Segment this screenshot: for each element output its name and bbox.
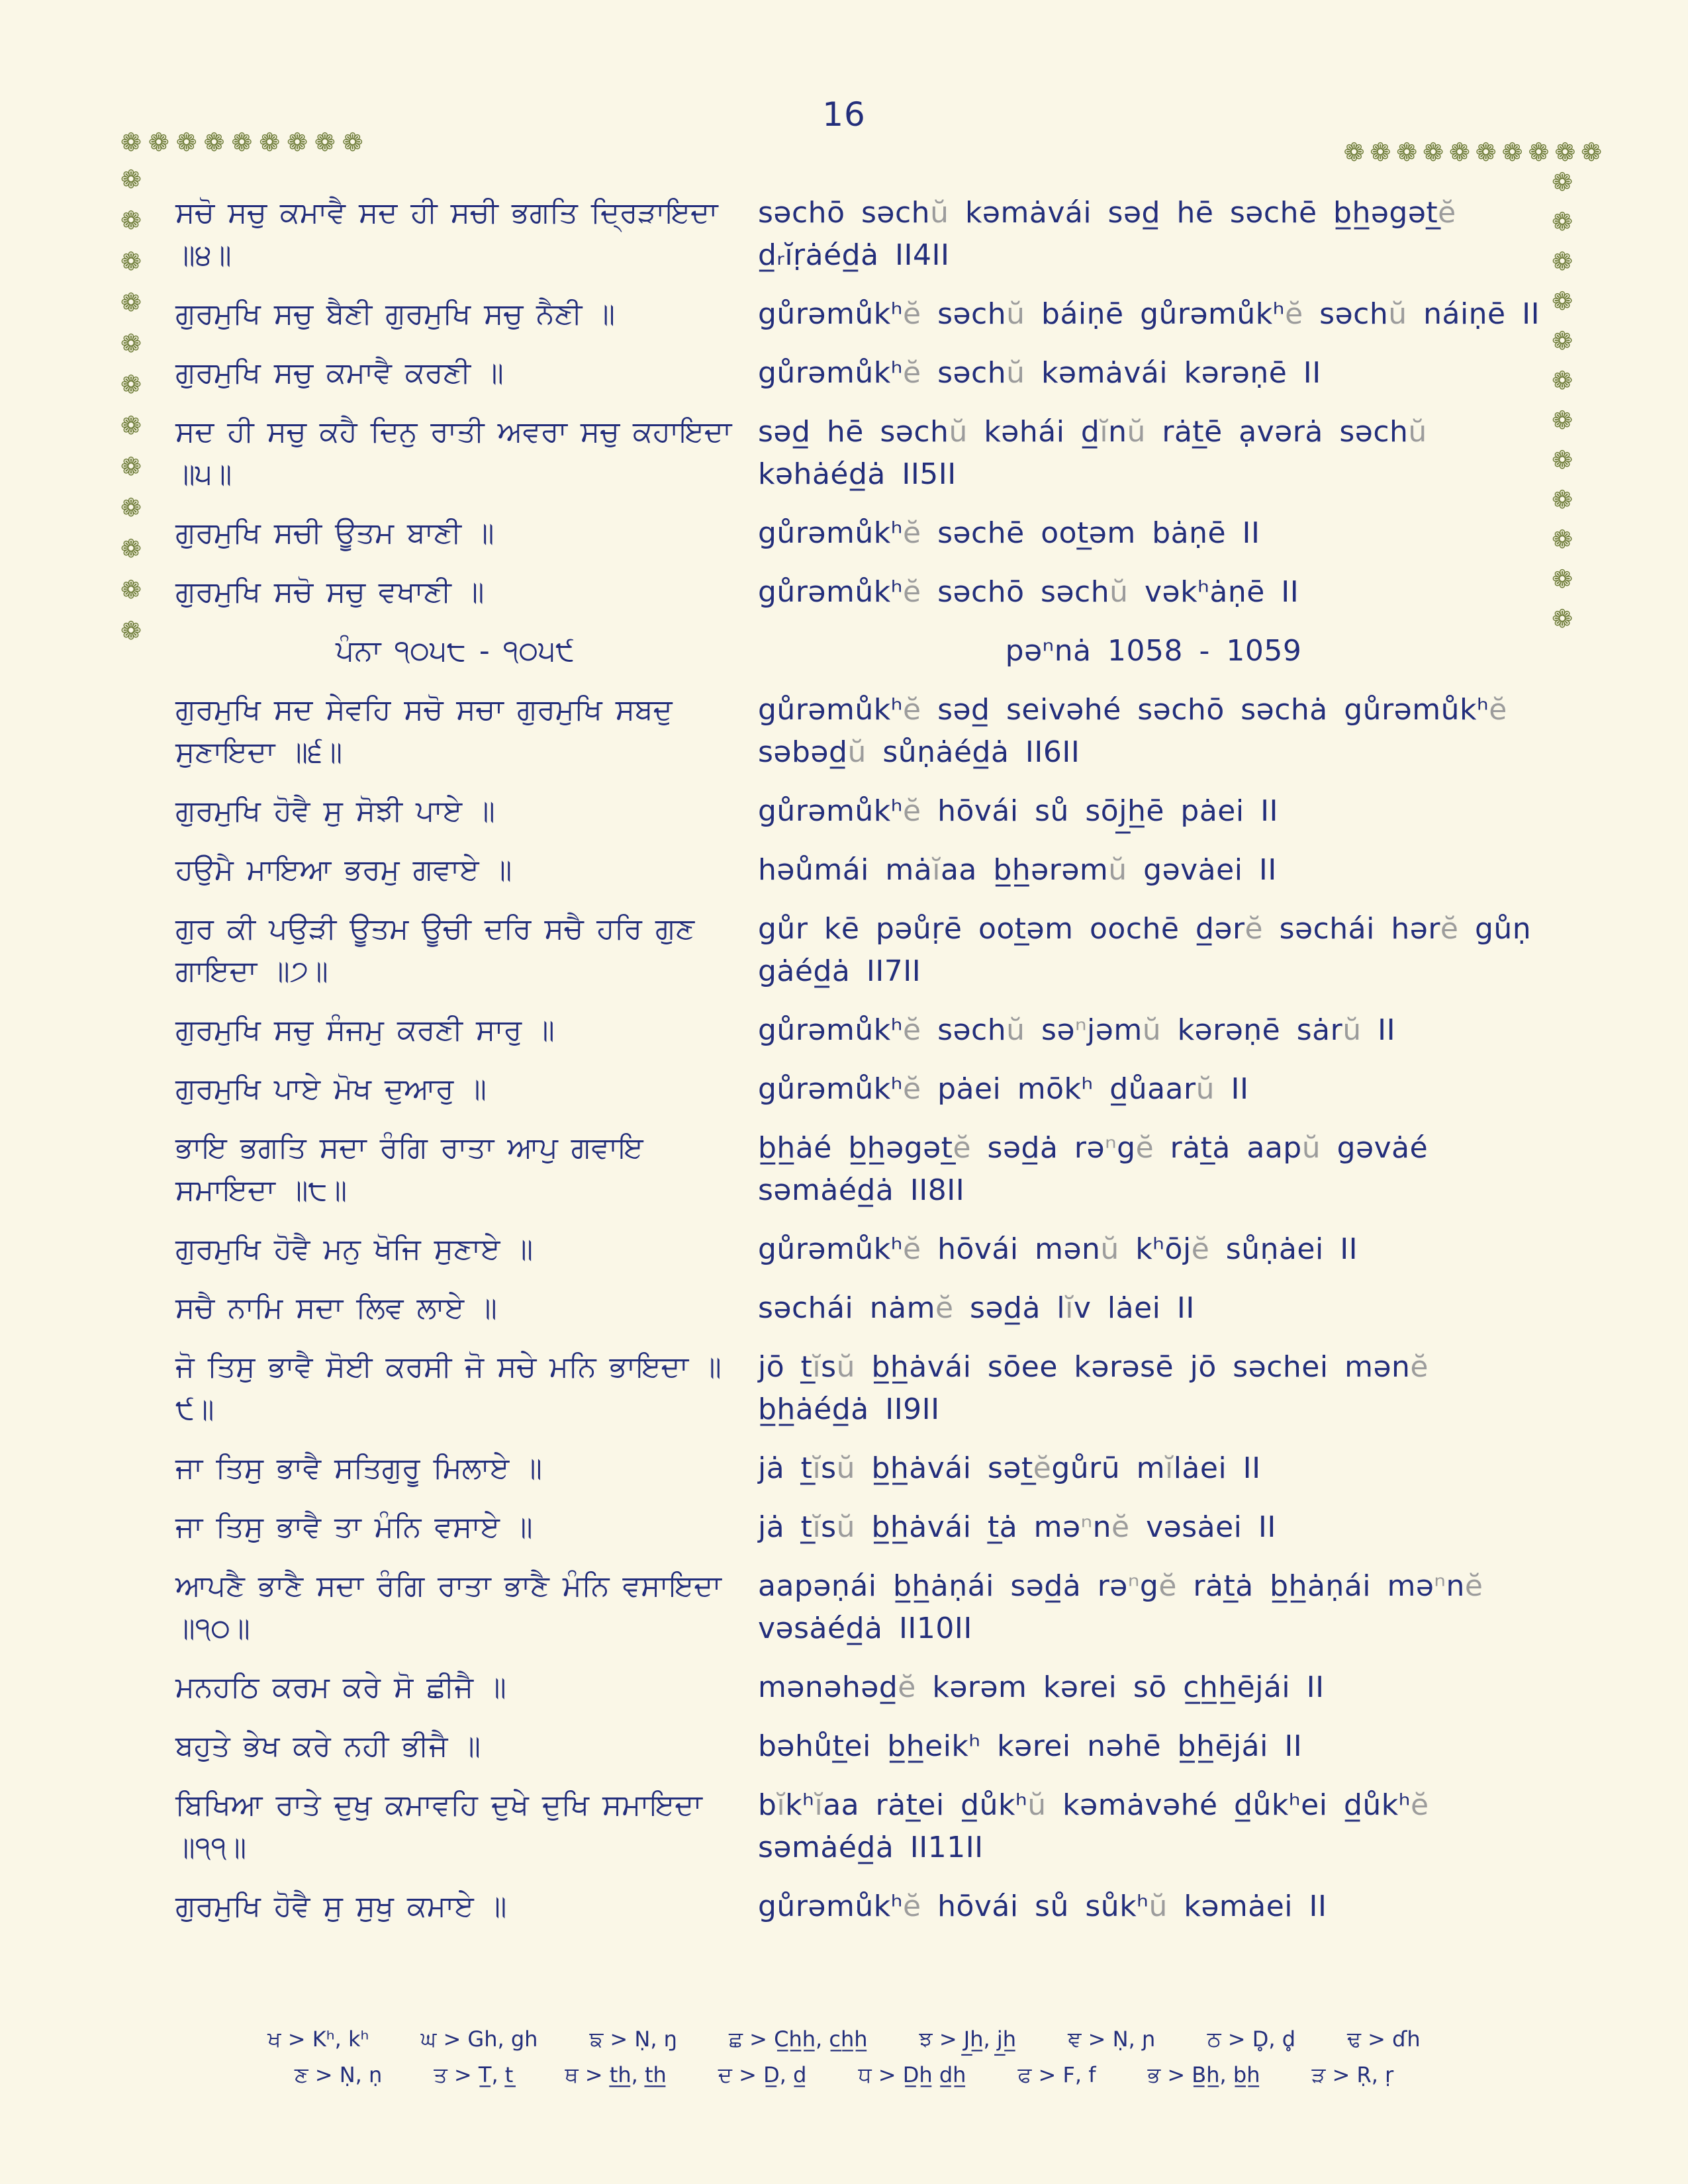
translit-segment: s [821, 1510, 837, 1544]
translit-segment: pȧei mōkʰ d̲ůaar [921, 1072, 1196, 1106]
translit-segment: aapəṇái b̲h̲ȧṇái səd̲ȧ rə [758, 1569, 1128, 1603]
gurmukhi-text: ਪੰਨਾ ੧੦੫੮ - ੧੦੫੯ [336, 634, 575, 668]
legend-item: ਢ > ɗh [1347, 2026, 1421, 2052]
translit-segment: g [1117, 1131, 1136, 1165]
transliteration-text [758, 1886, 1549, 1928]
gurmukhi-text: ਸਚੋ ਸਚੁ ਕਮਾਵੈ ਸਦ ਹੀ ਸਚੀ ਭਗਤਿ ਦ੍ਰਿੜਾਇਦਾ ॥੪॥ [175, 196, 718, 272]
legend-item: ਤ > T̲, t̲ [434, 2062, 514, 2088]
translit-segment: səch [921, 297, 1007, 331]
translit-segment: ĕ [903, 297, 921, 331]
translit-segment: ⁿ [1434, 1569, 1446, 1603]
gurmukhi-text: ਆਪਣੈ ਭਾਣੈ ਸਦਾ ਰੰਗਿ ਰਾਤਾ ਭਾਣੈ ਮੰਨਿ ਵਸਾਇਦਾ ॥੧੦॥ [175, 1569, 722, 1645]
translit-segment: sə [1025, 1013, 1076, 1047]
flower-icon: ❁ [120, 411, 142, 440]
transliteration-text [758, 1228, 1549, 1271]
gurmukhi-text: ਭਾਇ ਭਗਤਿ ਸਦਾ ਰੰਗਿ ਰਾਤਾ ਆਪੁ ਗਵਾਇ ਸਮਾਇਦਾ ॥੮॥ [175, 1131, 643, 1207]
verse-row [175, 1127, 1549, 1212]
flower-icon: ❁ [1552, 445, 1573, 475]
translit-segment: ĕ [1158, 1569, 1177, 1603]
gurmukhi-text: ਸਚੈ ਨਾਮਿ ਸਦਾ ਲਿਵ ਲਾਏ ॥ [175, 1291, 497, 1325]
legend-item: ਛ > C̲h̲h̲, c̲h̲h̲ [728, 2026, 868, 2052]
translit-segment: ĕ [1438, 196, 1456, 230]
translit-segment: ĕ [903, 1889, 921, 1923]
verse-row [175, 689, 1549, 774]
transliteration-text [758, 689, 1549, 774]
gurmukhi-text: ਗੁਰਮੁਖਿ ਸਚੁ ਸੰਜਮੁ ਕਰਣੀ ਸਾਰੁ ॥ [175, 1013, 555, 1047]
verse-row [175, 293, 1549, 336]
transliteration-text [758, 1725, 1549, 1768]
translit-segment: hōvái sů sōj̲h̲ē pȧei II [921, 794, 1279, 828]
transliteration-text [758, 192, 1549, 277]
legend-item: ੜ > Ṛ, ṛ [1311, 2062, 1394, 2088]
flower-icon: ❁ [1396, 138, 1418, 167]
flower-icon: ❁ [1475, 138, 1497, 167]
verse-row [175, 1287, 1549, 1330]
translit-segment: gůrū m [1051, 1451, 1165, 1485]
flower-icon: ❁ [1552, 167, 1573, 197]
transliteration-text [758, 571, 1549, 614]
transliteration-text [758, 1068, 1549, 1111]
verse-list [175, 192, 1549, 1944]
translit-segment: b̲h̲ȧé b̲h̲əgət̲ [758, 1131, 953, 1165]
translit-segment: vəsȧei II [1129, 1510, 1276, 1544]
verse-row [175, 1009, 1549, 1052]
translit-segment: báiṇē gůrəmůkʰ [1025, 297, 1286, 331]
translit-segment: jȧ t̲ [758, 1510, 813, 1544]
translit-segment: ŭ [1109, 575, 1129, 609]
legend-item: ਝ > J̲h̲, j̲h̲ [919, 2026, 1017, 2052]
translit-segment: b̲h̲ȧvái sət̲ [855, 1451, 1033, 1485]
flower-icon: ❁ [1528, 138, 1550, 167]
legend-item: ਫ > F, f [1017, 2062, 1096, 2088]
translit-segment: səchē oot̲əm bȧṇē II [921, 516, 1260, 550]
translit-segment: b̲h̲ȧéd̲ȧ II9II [758, 1392, 940, 1426]
translit-segment: ŭ [847, 735, 867, 769]
translit-segment: ĕ [1440, 912, 1459, 946]
translit-segment: ĕ [903, 356, 921, 390]
translit-segment: ĕ [1464, 1569, 1483, 1603]
translit-segment: gůrəmůkʰ [758, 1013, 903, 1047]
translit-segment: gůrəmůkʰ [758, 1232, 903, 1266]
gurmukhi-text: ਗੁਰਮੁਖਿ ਪਾਏ ਮੋਖ ਦੁਆਰੁ ॥ [175, 1072, 487, 1106]
translit-segment: səchō səch [758, 196, 931, 230]
verse-row [175, 1346, 1549, 1431]
translit-segment: ĭ [1100, 415, 1109, 449]
translit-segment: ŭ [1027, 1788, 1047, 1822]
transliteration-text [758, 293, 1549, 336]
translit-segment: ŭ [1006, 356, 1025, 390]
gurmukhi-text: ਜਾ ਤਿਸੁ ਭਾਵੈ ਤਾ ਮੰਨਿ ਵਸਾਏ ॥ [175, 1510, 533, 1544]
flower-icon: ❁ [1552, 247, 1573, 276]
legend-item: ਥ > t̲h̲, t̲h̲ [565, 2062, 667, 2088]
legend-item: ਠ > D̥, d̥ [1207, 2026, 1296, 2052]
translit-segment: gůrəmůkʰ [758, 794, 903, 828]
flower-icon: ❁ [120, 288, 142, 317]
page-number: 16 [822, 95, 866, 134]
flower-icon: ❁ [1448, 138, 1470, 167]
legend-item: ਦ > D̲, d̲ [718, 2062, 807, 2088]
gurmukhi-text: ਹਉਮੈ ਮਾਇਆ ਭਰਮੁ ਗਵਾਏ ॥ [175, 853, 512, 887]
transliteration-text [758, 411, 1549, 496]
translit-segment: kərəṇē sȧr [1161, 1013, 1343, 1047]
translit-segment: səch [921, 356, 1007, 390]
flower-icon: ❁ [1552, 565, 1573, 594]
translit-segment: gůrəmůkʰ [758, 356, 903, 390]
transliteration-text [758, 908, 1549, 993]
translit-segment: səmȧéd̲ȧ II11II [758, 1831, 984, 1864]
verse-row [175, 1565, 1549, 1650]
gurmukhi-text: ਗੁਰਮੁਖਿ ਸਚੀ ਊਤਮ ਬਾਣੀ ॥ [175, 516, 494, 550]
transliteration-text [758, 352, 1549, 394]
translit-segment: gəvȧei II [1127, 853, 1277, 887]
flower-icon: ❁ [1581, 138, 1602, 167]
legend-item: ਧ > D̲h̲ d̲h̲ [858, 2062, 966, 2088]
flower-border-left [120, 167, 142, 643]
verse-row [175, 352, 1549, 394]
translit-segment: pəⁿnȧ 1058 - 1059 [1005, 634, 1302, 668]
gurmukhi-text: ਸਦ ਹੀ ਸਚੁ ਕਹੈ ਦਿਨੁ ਰਾਤੀ ਅਵਰਾ ਸਚੁ ਕਹਾਇਦਾ ॥੫॥ [175, 415, 732, 491]
flower-icon: ❁ [203, 128, 225, 157]
translit-segment: səchái nȧm [758, 1291, 935, 1325]
translit-segment: sůṇȧéd̲ȧ II6II [866, 735, 1080, 769]
transliteration-text [758, 849, 1549, 891]
translit-segment: ĭ [1164, 1451, 1174, 1485]
translit-segment: vəkʰȧṇē II [1128, 575, 1299, 609]
translit-segment: aa rȧt̲ei d̲ůkʰ [823, 1788, 1028, 1822]
translit-segment: ŭ [930, 196, 949, 230]
transliteration-text [758, 512, 1549, 555]
gurmukhi-text: ਜਾ ਤਿਸੁ ਭਾਵੈ ਸਤਿਗੁਰੂ ਮਿਲਾਏ ॥ [175, 1451, 542, 1485]
translit-segment: ⁿ [1105, 1131, 1117, 1165]
translit-segment: jəm [1087, 1013, 1143, 1047]
translit-segment: kəmȧvəhé d̲ůkʰei d̲ůkʰ [1046, 1788, 1411, 1822]
translit-segment: gůrəmůkʰ [758, 516, 903, 550]
gurmukhi-text: ਗੁਰਮੁਖਿ ਹੋਵੈ ਮਨੁ ਖੋਜਿ ਸੁਣਾਏ ॥ [175, 1232, 534, 1266]
translit-segment: ĕ [1135, 1131, 1154, 1165]
flower-icon: ❁ [1552, 287, 1573, 316]
translit-segment: ĕ [903, 516, 921, 550]
flower-icon: ❁ [287, 128, 308, 157]
flower-icon: ❁ [1423, 138, 1444, 167]
legend-item: ਞ > Ṇ, ɲ [1068, 2026, 1156, 2052]
flower-icon: ❁ [1552, 406, 1573, 435]
translit-segment: kərəm kərei sō c̲h̲h̲ējái II [915, 1670, 1325, 1704]
gurmukhi-text: ਗੁਰਮੁਖਿ ਹੋਵੈ ਸੁ ਸੋਝੀ ਪਾਏ ॥ [175, 794, 495, 828]
translit-segment: rȧt̲ē ạvərȧ səch [1145, 415, 1409, 449]
gurmukhi-text: ਬਿਖਿਆ ਰਾਤੇ ਦੁਖੁ ਕਮਾਵਹਿ ਦੁਖੇ ਦੁਖਿ ਸਮਾਇਦਾ ॥੧੧॥ [175, 1788, 702, 1864]
translit-segment: ĭ [932, 853, 941, 887]
verse-row [175, 790, 1549, 833]
legend [0, 2026, 1688, 2088]
translit-segment: ĭ [812, 1451, 821, 1485]
flower-icon: ❁ [120, 493, 142, 522]
translit-segment: ĭ [812, 1510, 821, 1544]
flower-icon: ❁ [120, 616, 142, 645]
translit-segment: gůrəmůkʰ [758, 1889, 903, 1923]
translit-segment: II [1215, 1072, 1249, 1106]
translit-segment: gůṇ gȧéd̲ȧ II7II [758, 912, 1532, 988]
translit-segment: kəmȧvái kərəṇē II [1025, 356, 1321, 390]
flower-icon: ❁ [1552, 485, 1573, 514]
translit-segment: kʰ [785, 1788, 815, 1822]
verse-row [175, 1886, 1549, 1928]
translit-segment: ŭ [949, 415, 968, 449]
flower-icon: ❁ [1554, 138, 1576, 167]
translit-segment: səch [921, 1013, 1007, 1047]
translit-segment: gůrəmůkʰ [758, 575, 903, 609]
translit-segment: náiṇē II [1407, 297, 1540, 331]
translit-segment: ⁿ [1127, 1569, 1140, 1603]
translit-segment: ĕ [903, 693, 921, 727]
translit-segment: vəsȧéd̲ȧ II10II [758, 1612, 972, 1645]
flower-icon: ❁ [120, 534, 142, 563]
flower-icon: ❁ [1552, 604, 1573, 633]
verse-row [175, 630, 1549, 672]
flower-icon: ❁ [1552, 326, 1573, 355]
legend-item: ਭ > B̲h̲, b̲h̲ [1147, 2062, 1260, 2088]
translit-segment: ŭ [836, 1451, 855, 1485]
verse-row [175, 512, 1549, 555]
translit-segment: ŭ [1006, 1013, 1025, 1047]
translit-segment: jȧ t̲ [758, 1451, 813, 1485]
translit-segment: ŭ [1408, 415, 1427, 449]
translit-segment: ŭ [1149, 1889, 1168, 1923]
translit-segment: səchō səch [921, 575, 1110, 609]
translit-segment: ĭ [776, 1788, 786, 1822]
gurmukhi-text: ਗੁਰ ਕੀ ਪਉੜੀ ਊਤਮ ਊਚੀ ਦਰਿ ਸਚੈ ਹਰਿ ਗੁਣ ਗਾਇਦਾ ॥੭॥ [175, 912, 695, 988]
translit-segment: aa b̲h̲ərəm [940, 853, 1109, 887]
transliteration-text [758, 790, 1549, 833]
translit-segment: d̲ᵣĭṛȧéd̲ȧ II4II [758, 238, 950, 272]
translit-segment: n [1108, 415, 1127, 449]
translit-segment: ĕ [898, 1670, 916, 1704]
flower-border-top-right [1344, 140, 1602, 165]
gurmukhi-text: ਗੁਰਮੁਖਿ ਹੋਵੈ ਸੁ ਸੁਖੁ ਕਮਾਏ ॥ [175, 1889, 507, 1923]
translit-segment: səch [1303, 297, 1389, 331]
translit-segment: ĕ [903, 794, 921, 828]
flower-icon: ❁ [1552, 525, 1573, 554]
translit-segment: hōvái mən [921, 1232, 1101, 1266]
translit-segment: v lȧei II [1073, 1291, 1195, 1325]
translit-segment: ĕ [953, 1131, 972, 1165]
verse-row [175, 1666, 1549, 1709]
transliteration-text [758, 630, 1549, 672]
flower-icon: ❁ [1370, 138, 1391, 167]
flower-icon: ❁ [120, 165, 142, 194]
verse-row [175, 1506, 1549, 1549]
translit-segment: ĕ [1244, 912, 1264, 946]
translit-segment: ĕ [1191, 1232, 1210, 1266]
translit-segment: həůmái mȧ [758, 853, 933, 887]
transliteration-text [758, 1666, 1549, 1709]
legend-row [0, 2062, 1688, 2087]
gurmukhi-text: ਬਹੁਤੇ ਭੇਖ ਕਰੇ ਨਹੀ ਭੀਜੈ ॥ [175, 1729, 481, 1763]
translit-segment: b̲h̲ȧvái sōee kərəsē jō səchei mən [855, 1350, 1411, 1384]
translit-segment: kəmȧvái səd̲ hē səchē b̲h̲əgət̲ [949, 196, 1438, 230]
translit-segment: g [1139, 1569, 1159, 1603]
translit-segment: gůrəmůkʰ [758, 1072, 903, 1106]
translit-segment: s [821, 1451, 837, 1485]
translit-segment: ⁿ [1080, 1510, 1093, 1544]
translit-segment: sůṇȧei II [1209, 1232, 1358, 1266]
translit-segment: ĭ [814, 1788, 823, 1822]
translit-segment: lȧei II [1173, 1451, 1261, 1485]
translit-segment: ĕ [1033, 1451, 1052, 1485]
translit-segment: ŭ [1142, 1013, 1162, 1047]
translit-segment: ŭ [836, 1510, 855, 1544]
translit-segment: ŭ [1301, 1131, 1321, 1165]
translit-segment: ĕ [903, 575, 921, 609]
translit-segment: b [758, 1788, 777, 1822]
translit-segment: hōvái sů sůkʰ [921, 1889, 1149, 1923]
verse-row [175, 1228, 1549, 1271]
flower-icon: ❁ [120, 128, 142, 157]
gurmukhi-text: ਗੁਰਮੁਖਿ ਸਚੋ ਸਚੁ ਵਖਾਣੀ ॥ [175, 575, 485, 609]
translit-segment: ŭ [1108, 853, 1127, 887]
verse-row [175, 849, 1549, 891]
flower-icon: ❁ [259, 128, 281, 157]
flower-icon: ❁ [120, 370, 142, 399]
translit-segment: gůrəmůkʰ [758, 693, 903, 727]
flower-icon: ❁ [314, 128, 336, 157]
gurmukhi-text: ਗੁਰਮੁਖਿ ਸਦ ਸੇਵਹਿ ਸਚੋ ਸਚਾ ਗੁਰਮੁਖਿ ਸਬਦੁ ਸੁਣਾਇਦਾ ॥੬॥ [175, 693, 673, 769]
legend-item: ਘ > Gh, gh [420, 2026, 538, 2052]
translit-segment: səbəd̲ [758, 735, 848, 769]
translit-segment: rȧt̲ȧ b̲h̲ȧṇái mə [1176, 1569, 1434, 1603]
translit-segment: gůr kē pəůṛē oot̲əm oochē d̲ər [758, 912, 1245, 946]
translit-segment: ŭ [1006, 297, 1025, 331]
flower-icon: ❁ [175, 128, 197, 157]
flower-icon: ❁ [120, 329, 142, 358]
flower-icon: ❁ [148, 128, 169, 157]
translit-segment: rȧt̲ȧ aap [1154, 1131, 1302, 1165]
verse-row [175, 1447, 1549, 1490]
translit-segment: ŭ [1342, 1013, 1362, 1047]
translit-segment: ĕ [1411, 1788, 1429, 1822]
flower-icon: ❁ [120, 247, 142, 276]
translit-segment: ĕ [935, 1291, 954, 1325]
translit-segment: kəmȧei II [1167, 1889, 1327, 1923]
translit-segment: səd̲ hē səch [758, 415, 949, 449]
translit-segment: kəhȧéd̲ȧ II5II [758, 457, 957, 491]
translit-segment: ⁿ [1075, 1013, 1088, 1047]
translit-segment: səchái hər [1263, 912, 1440, 946]
transliteration-text [758, 1346, 1549, 1431]
verse-row [175, 1784, 1549, 1869]
legend-item: ਙ > Ṇ, ŋ [589, 2026, 677, 2052]
verse-row [175, 192, 1549, 277]
translit-segment: səd̲ȧ rə [971, 1131, 1105, 1165]
translit-segment: ŭ [1100, 1232, 1119, 1266]
translit-segment: gůrəmůkʰ [758, 297, 903, 331]
flower-icon: ❁ [1501, 138, 1523, 167]
flower-icon: ❁ [342, 128, 363, 157]
translit-segment: n [1092, 1510, 1112, 1544]
translit-segment: ĕ [1410, 1350, 1429, 1384]
translit-segment: kʰōj [1119, 1232, 1192, 1266]
transliteration-text [758, 1127, 1549, 1212]
translit-segment: ŭ [836, 1350, 855, 1384]
transliteration-text [758, 1287, 1549, 1330]
gurmukhi-text: ਗੁਰਮੁਖਿ ਸਚੁ ਕਮਾਵੈ ਕਰਣੀ ॥ [175, 356, 504, 390]
flower-icon: ❁ [231, 128, 253, 157]
translit-segment: s [821, 1350, 837, 1384]
translit-segment: səd̲ seivəhé səchō səchȧ gůrəmůkʰ [921, 693, 1489, 727]
gurmukhi-text: ਮਨਹਠਿ ਕਰਮ ਕਰੇ ਸੋ ਛੀਜੈ ॥ [175, 1670, 506, 1704]
translit-segment: ĕ [903, 1013, 921, 1047]
flower-icon: ❁ [120, 206, 142, 235]
translit-segment: ŭ [1196, 1072, 1215, 1106]
translit-segment: ĕ [1285, 297, 1303, 331]
translit-segment: ĕ [903, 1232, 921, 1266]
translit-segment: jō t̲ [758, 1350, 813, 1384]
gurmukhi-text: ਗੁਰਮੁਖਿ ਸਚੁ ਬੈਣੀ ਗੁਰਮੁਖਿ ਸਚੁ ਨੈਣੀ ॥ [175, 297, 616, 331]
translit-segment: kəhái d̲ [967, 415, 1100, 449]
legend-item: ਣ > Ṇ, ṇ [294, 2062, 383, 2088]
translit-segment: ŭ [1388, 297, 1407, 331]
flower-border-right [1552, 169, 1573, 631]
translit-segment: mənəhəd̲ [758, 1670, 898, 1704]
flower-icon: ❁ [1552, 207, 1573, 236]
translit-segment: ĕ [1111, 1510, 1130, 1544]
translit-segment: ĕ [1489, 693, 1507, 727]
translit-segment: ĭ [1065, 1291, 1074, 1325]
legend-item: ਖ > Kʰ, kʰ [267, 2026, 369, 2052]
translit-segment: n [1446, 1569, 1465, 1603]
transliteration-text [758, 1447, 1549, 1490]
gurmukhi-text: ਜੋ ਤਿਸੁ ਭਾਵੈ ਸੋਈ ਕਰਸੀ ਜੋ ਸਚੇ ਮਨਿ ਭਾਇਦਾ ॥੯॥ [175, 1350, 722, 1426]
translit-segment: bəhůt̲ei b̲h̲eikʰ kərei nəhē b̲h̲ējái II [758, 1729, 1303, 1763]
translit-segment: ŭ [1127, 415, 1146, 449]
transliteration-text [758, 1506, 1549, 1549]
transliteration-text [758, 1565, 1549, 1650]
transliteration-text [758, 1784, 1549, 1869]
verse-row [175, 1725, 1549, 1768]
legend-row [0, 2026, 1688, 2052]
translit-segment: II [1361, 1013, 1396, 1047]
flower-border-top-left [120, 130, 363, 155]
transliteration-text [758, 1009, 1549, 1052]
flower-icon: ❁ [120, 575, 142, 604]
verse-row [175, 1068, 1549, 1111]
verse-row [175, 411, 1549, 496]
translit-segment: gəvȧé səmȧéd̲ȧ II8II [758, 1131, 1429, 1207]
flower-icon: ❁ [1552, 366, 1573, 395]
verse-row [175, 908, 1549, 993]
flower-icon: ❁ [1343, 138, 1365, 167]
translit-segment: ĭ [812, 1350, 821, 1384]
translit-segment: səd̲ȧ l [953, 1291, 1066, 1325]
translit-segment: ĕ [903, 1072, 921, 1106]
verse-row [175, 571, 1549, 614]
translit-segment: b̲h̲ȧvái t̲ȧ mə [855, 1510, 1081, 1544]
flower-icon: ❁ [120, 452, 142, 481]
